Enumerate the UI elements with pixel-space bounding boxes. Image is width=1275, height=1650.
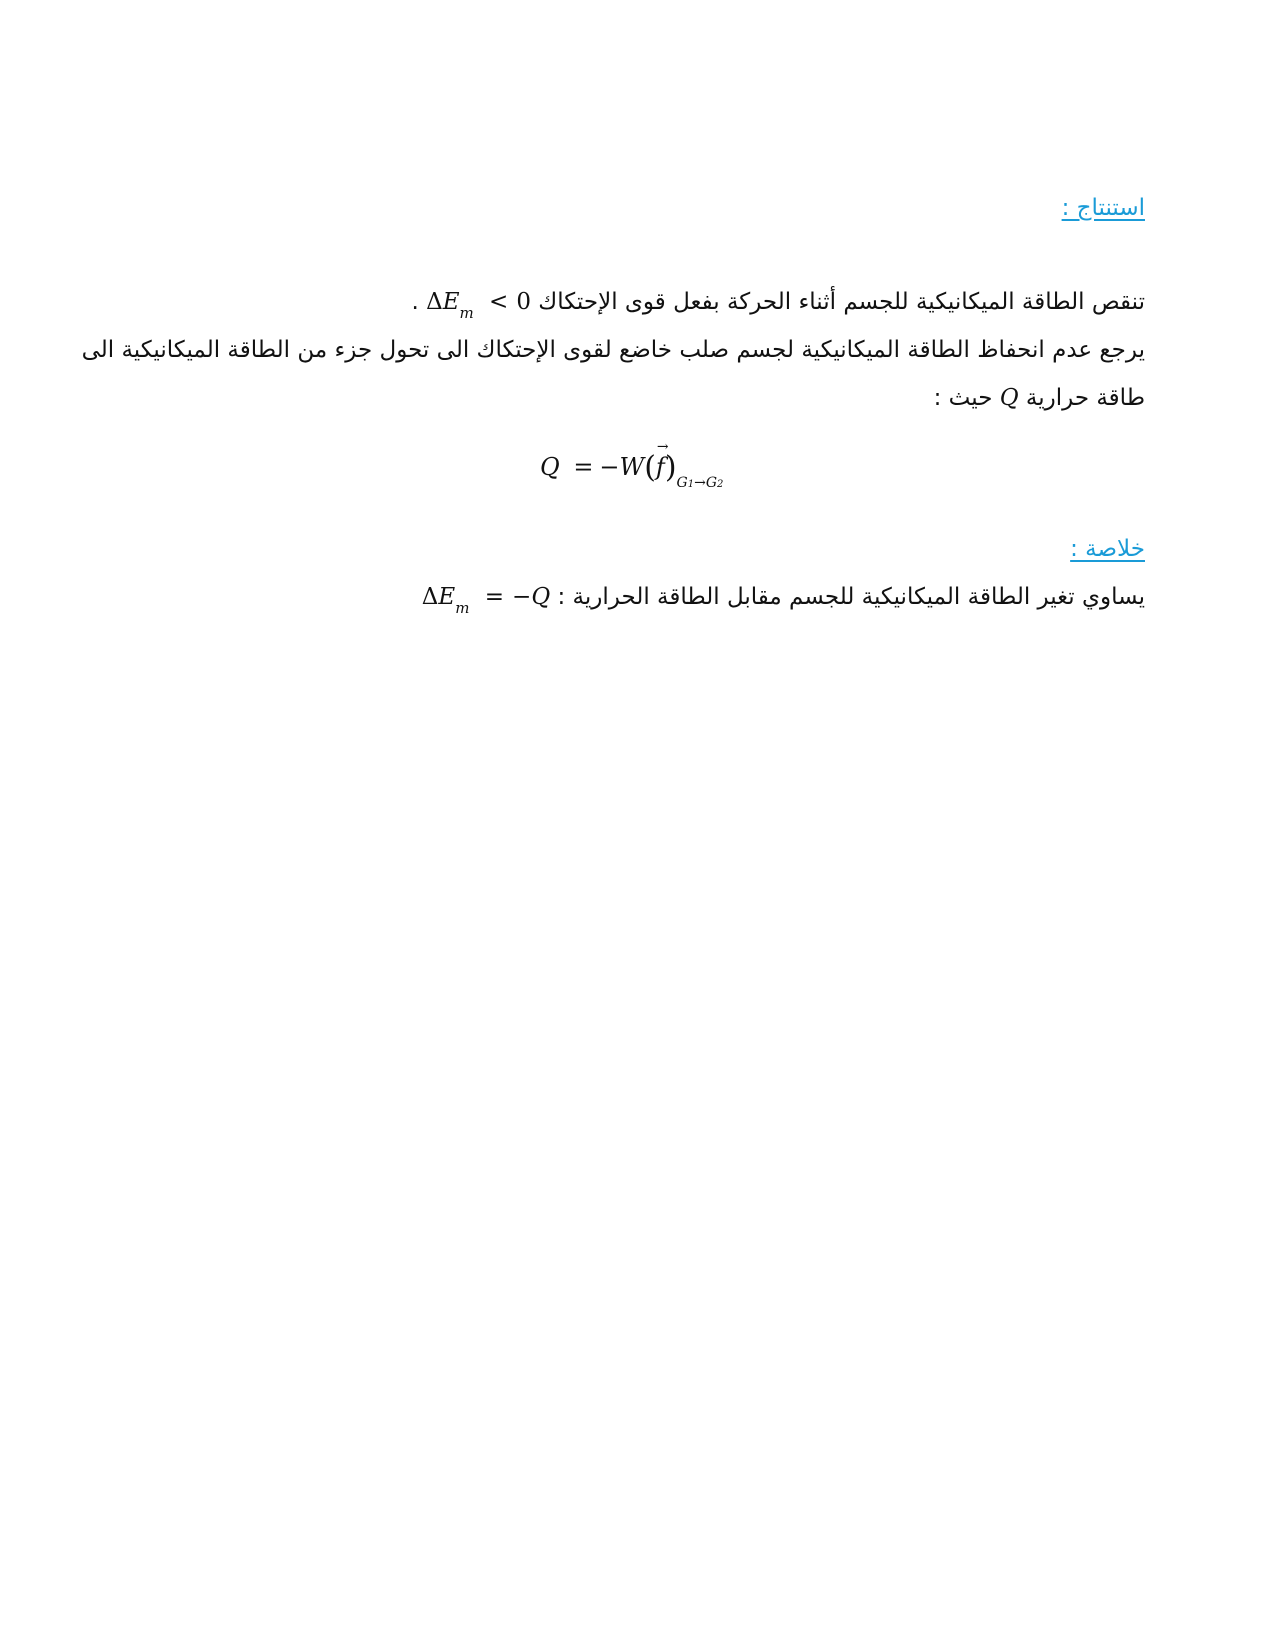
formula-q-equals-minus-work: Q = −W(f → )$_{G1\to G2}$ [540, 439, 724, 491]
line3-pre: طاقة حرارية [1025, 385, 1145, 411]
inline-formula-delta-em-negative: $\Delta E_m < 0$ [426, 289, 531, 322]
summary-line [422, 582, 1145, 620]
heading-conclusion: استنتاج : [1061, 195, 1145, 221]
summary-text: يساوي تغير الطاقة الميكانيكية للجسم مقابل الطاقة الحرارية : [557, 584, 1145, 610]
line1-end: . [411, 289, 419, 315]
variable-q: Q [999, 385, 1019, 411]
heading-summary: خلاصة : [1070, 536, 1145, 562]
paragraph-line-1 [411, 287, 1145, 325]
paragraph-line-2: يرجع عدم انحفاظ الطاقة الميكانيكية لجسم صلب خاضع لقوى الإحتكاك الى تحول جزء من الطاقة الميكانيكية الى [81, 337, 1145, 363]
line1-text: تنقص الطاقة الميكانيكية للجسم أثناء الحركة بفعل قوى الإحتكاك [538, 289, 1145, 315]
paragraph-line-3 [934, 383, 1145, 413]
summary-formula: $\Delta E_m = -Q$ [421, 584, 551, 617]
line3-post: حيث : [933, 385, 993, 411]
